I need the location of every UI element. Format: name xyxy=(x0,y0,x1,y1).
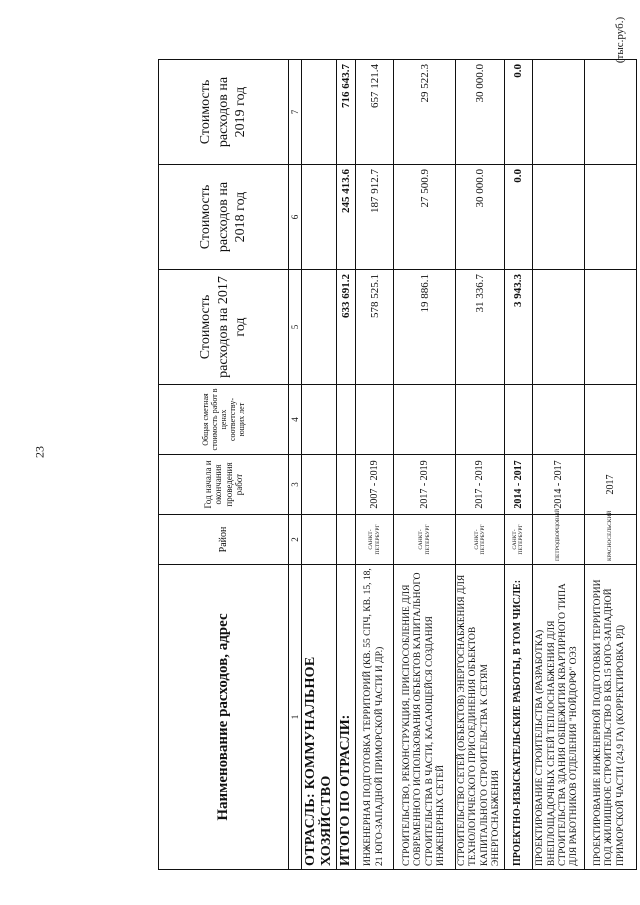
total-row xyxy=(337,60,356,870)
row-years: 2014 - 2017 xyxy=(532,455,584,515)
row-cost-2019: 29 522.3 xyxy=(394,60,456,165)
row-cost-2018: 30 000.0 xyxy=(456,165,505,270)
table-row xyxy=(532,60,584,870)
header-cost-2017: Стоимость расходов на 2017 год xyxy=(159,270,289,385)
row-cost-2019: 30 000.0 xyxy=(456,60,505,165)
column-number: 4 xyxy=(289,385,302,455)
row-cost-2017: 19 886.1 xyxy=(394,270,456,385)
row-name: ПРОЕКТИРОВАНИЕ СТРОИТЕЛЬСТВА (РАЗРАБОТКА) ВНЕПЛОЩАДОЧНЫХ СЕТЕЙ ТЕПЛОСНАБЖЕНИЯ ДЛЯ СТРОИТЕЛЬСТВА ЗДАНИЯ ОБЩЕЖИТИЯ КВАРТИРНОГО ТИПА ДЛЯ РАБОТНИКОВ ОТДЕЛЕНИЯ "НОЙДОРФ" ОЭЗ xyxy=(532,565,584,870)
row-estimate xyxy=(356,385,394,455)
header-estimate: Общая сметная стоимость работ в ценах соответству-ющих лет xyxy=(159,385,289,455)
table-row xyxy=(456,60,505,870)
row-years: 2014 - 2017 xyxy=(504,455,532,515)
table-row xyxy=(504,60,532,870)
expenses-table xyxy=(158,59,637,870)
column-number: 3 xyxy=(289,455,302,515)
row-estimate xyxy=(532,385,584,455)
row-cost-2019: 0.0 xyxy=(504,60,532,165)
total-2019: 716 643.7 xyxy=(337,60,356,165)
row-cost-2018 xyxy=(532,165,584,270)
column-numbers-row xyxy=(289,60,302,870)
row-cost-2017: 3 943.3 xyxy=(504,270,532,385)
row-estimate xyxy=(394,385,456,455)
branch-row xyxy=(302,60,337,870)
row-district: САНКТ-ПЕТЕРБУРГ xyxy=(356,515,394,565)
header-cost-2018: Стоимость расходов на 2018 год xyxy=(159,165,289,270)
row-cost-2017 xyxy=(584,270,636,385)
row-name: ПРОЕКТНО-ИЗЫСКАТЕЛЬСКИЕ РАБОТЫ, В ТОМ ЧИСЛЕ: xyxy=(504,565,532,870)
expenses-table-container xyxy=(158,60,626,870)
total-2018: 245 413.6 xyxy=(337,165,356,270)
row-name: СТРОИТЕЛЬСТВО, РЕКОНСТРУКЦИЯ, ПРИСПОСОБЛЕНИЕ ДЛЯ СОВРЕМЕННОГО ИСПОЛЬЗОВАНИЯ ОБЪЕКТОВ КАПИТАЛЬНОГО СТРОИТЕЛЬСТВА В ЧАСТИ, КАСАЮЩЕЙСЯ СОЗДАНИЯ ИНЖЕНЕРНЫХ СЕТЕЙ xyxy=(394,565,456,870)
row-cost-2017: 578 525.1 xyxy=(356,270,394,385)
column-number: 1 xyxy=(289,565,302,870)
row-cost-2018: 27 500.9 xyxy=(394,165,456,270)
row-cost-2019 xyxy=(584,60,636,165)
total-2017: 633 691.2 xyxy=(337,270,356,385)
branch-title: ОТРАСЛЬ: КОММУНАЛЬНОЕ ХОЗЯЙСТВО xyxy=(302,565,337,870)
row-cost-2019: 657 121.4 xyxy=(356,60,394,165)
row-name: ПРОЕКТИРОВАНИЕ ИНЖЕНЕРНОЙ ПОДГОТОВКИ ТЕРРИТОРИИ ПОД ЖИЛИЩНОЕ СТРОИТЕЛЬСТВО В КВ.15 ЮГО-ЗАПАДНОЙ ПРИМОРСКОЙ ЧАСТИ (24,9 ГА) (КОРРЕКТИРОВКА РД) xyxy=(584,565,636,870)
column-number: 7 xyxy=(289,60,302,165)
row-district: САНКТ-ПЕТЕРБУРГ xyxy=(504,515,532,565)
row-cost-2018: 0.0 xyxy=(504,165,532,270)
column-number: 6 xyxy=(289,165,302,270)
row-name: ИНЖЕНЕРНАЯ ПОДГОТОВКА ТЕРРИТОРИЙ (КВ. 55 СПЧ, КВ. 15, 18, 21 ЮГО-ЗАПАДНОЙ ПРИМОРСКОЙ ЧАСТИ И ДР.) xyxy=(356,565,394,870)
row-estimate xyxy=(504,385,532,455)
header-years: Год начала и окончания проведения работ xyxy=(159,455,289,515)
table-row xyxy=(584,60,636,870)
header-cost-2019: Стоимость расходов на 2019 год xyxy=(159,60,289,165)
row-years: 2017 - 2019 xyxy=(394,455,456,515)
row-district: САНКТ-ПЕТЕРБУРГ xyxy=(394,515,456,565)
units-label: (тыс.руб.) xyxy=(614,16,626,64)
row-cost-2018 xyxy=(584,165,636,270)
row-district: САНКТ-ПЕТЕРБУРГ xyxy=(456,515,505,565)
row-years: 2007 - 2019 xyxy=(356,455,394,515)
header-row xyxy=(159,60,289,870)
column-number: 2 xyxy=(289,515,302,565)
table-row xyxy=(356,60,394,870)
row-cost-2019 xyxy=(532,60,584,165)
row-district: КРАСНОСЕЛЬСКИЙ xyxy=(584,515,636,565)
row-cost-2018: 187 912.7 xyxy=(356,165,394,270)
table-row xyxy=(394,60,456,870)
row-district: ПЕТРОДВОРЦОВЫЙ xyxy=(532,515,584,565)
row-years: 2017 xyxy=(584,455,636,515)
row-estimate xyxy=(584,385,636,455)
total-label: ИТОГО ПО ОТРАСЛИ: xyxy=(337,565,356,870)
page-number: 23 xyxy=(32,446,47,458)
row-years: 2017 - 2019 xyxy=(456,455,505,515)
header-name: Наименование расходов, адрес xyxy=(159,565,289,870)
row-estimate xyxy=(456,385,505,455)
header-district: Район xyxy=(159,515,289,565)
row-cost-2017 xyxy=(532,270,584,385)
column-number: 5 xyxy=(289,270,302,385)
row-name: СТРОИТЕЛЬСТВО СЕТЕЙ (ОБЪЕКТОВ) ЭНЕРГОСНАБЖЕНИЯ ДЛЯ ТЕХНОЛОГИЧЕСКОГО ПРИСОЕДИНЕНИЯ ОБЪЕКТОВ КАПИТАЛЬНОГО СТРОИТЕЛЬСТВА К СЕТЯМ ЭНЕРГОСНАБЖЕНИЯ xyxy=(456,565,505,870)
row-cost-2017: 31 336.7 xyxy=(456,270,505,385)
